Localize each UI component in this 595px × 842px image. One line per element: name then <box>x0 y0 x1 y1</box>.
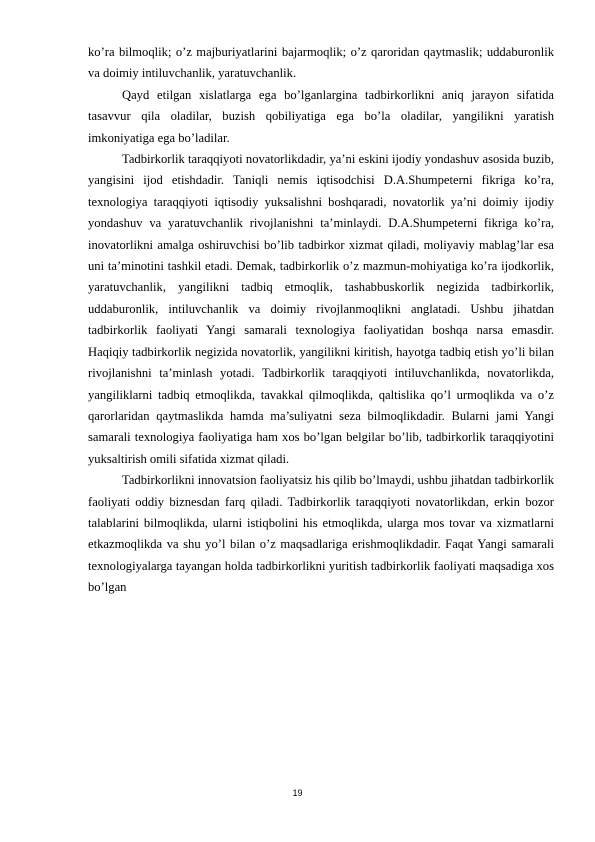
paragraph-innovation: Tadbirkorlik taraqqiyoti novatorlikdadir, ya’ni eskini ijodiy yondashuv asosida buzib, yangisini ijod etishdadir. Taniqli nemis iqtisodchisi D.A.Shumpeterni fikriga ko’ra, texnologiya taraqqiyoti iqtisodiy yuksalishni boshqaradi, novatorlik ya’ni doimiy ijodiy yondashuv va yaratuvchanlik rivojlanishni ta’minlaydi. D.A.Shumpeterni fikriga ko’ra, inovatorlikni amalga oshiruvchisi bo’lib tadbirkor xizmat qiladi, moliyaviy mablag’lar esa uni ta’minotini tashkil etadi. Demak, tadbirkorlik o’z mazmun-mohiyatiga ko’ra ijodkorlik, yaratuvchanlik, yangilikni tadbiq etmoqlik, tashabbuskorlik negizida tadbirkorlik, uddaburonlik, intiluvchanlik va doimiy rivojlanmoqlikni anglatadi. Ushbu jihatdan tadbirkorlik faoliyati Yangi samarali texnologiya faoliyatidan boshqa narsa emasdir. Haqiqiy tadbirkorlik negizida novatorlik, yangilikni kiritish, hayotga tadbiq etish yo’li bilan rivojlanishni ta’minlash yotadi. Tadbirkorlik taraqqiyoti intiluvchanlikda, novatorlikda, yangiliklarni tadbiq etmoqlikda, tavakkal qilmoqlikda, qaltislika qo’l urmoqlikda va o’z qarorlaridan qaytmaslikda hamda ma’suliyatni seza bilmoqlikdadir. Bularni jami Yangi samarali texnologiya faoliyatiga ham xos bo’lgan belgilar bo’lib, tadbirkorlik taraqqiyotini yuksaltirish omili sifatida xizmat qiladi. <box>88 152 554 466</box>
paragraph-qualities: Qayd etilgan xislatlarga ega bo’lganlargina tadbirkorlikni aniq jarayon sifatida tasavvur qila oladilar, buzish qobiliyatiga ega bo’la oladilar, yangilikni yaratish imkoniyatiga ega bo’ladilar. <box>88 87 554 145</box>
paragraph-continuation: ko’ra bilmoqlik; o’z majburiyatlarini bajarmoqlik; o’z qaroridan qaytmaslik; uddaburonlik va doimiy intiluvchanlik, yaratuvchanlik. <box>88 45 554 81</box>
body-text <box>88 42 554 599</box>
page-number: 19 <box>292 788 303 798</box>
paragraph-innovative-activity: Tadbirkorlikni innovatsion faoliyatsiz his qilib bo’lmaydi, ushbu jihatdan tadbirkorlik faoliyati oddiy biznesdan farq qiladi. Tadbirkorlik taraqqiyoti novatorlikdan, erkin bozor talablarini bilmoqlikda, ularni istiqbolini his etmoqlikda, ularga mos tovar va xizmatlarni etkazmoqlikda va shu yo’l bilan o’z maqsadlariga erishmoqlikdadir. Faqat Yangi samarali texnologiyalarga tayangan holda tadbirkorlikni yuritish tadbirkorlik faoliyati maqsadiga xos bo’lgan <box>88 473 554 595</box>
